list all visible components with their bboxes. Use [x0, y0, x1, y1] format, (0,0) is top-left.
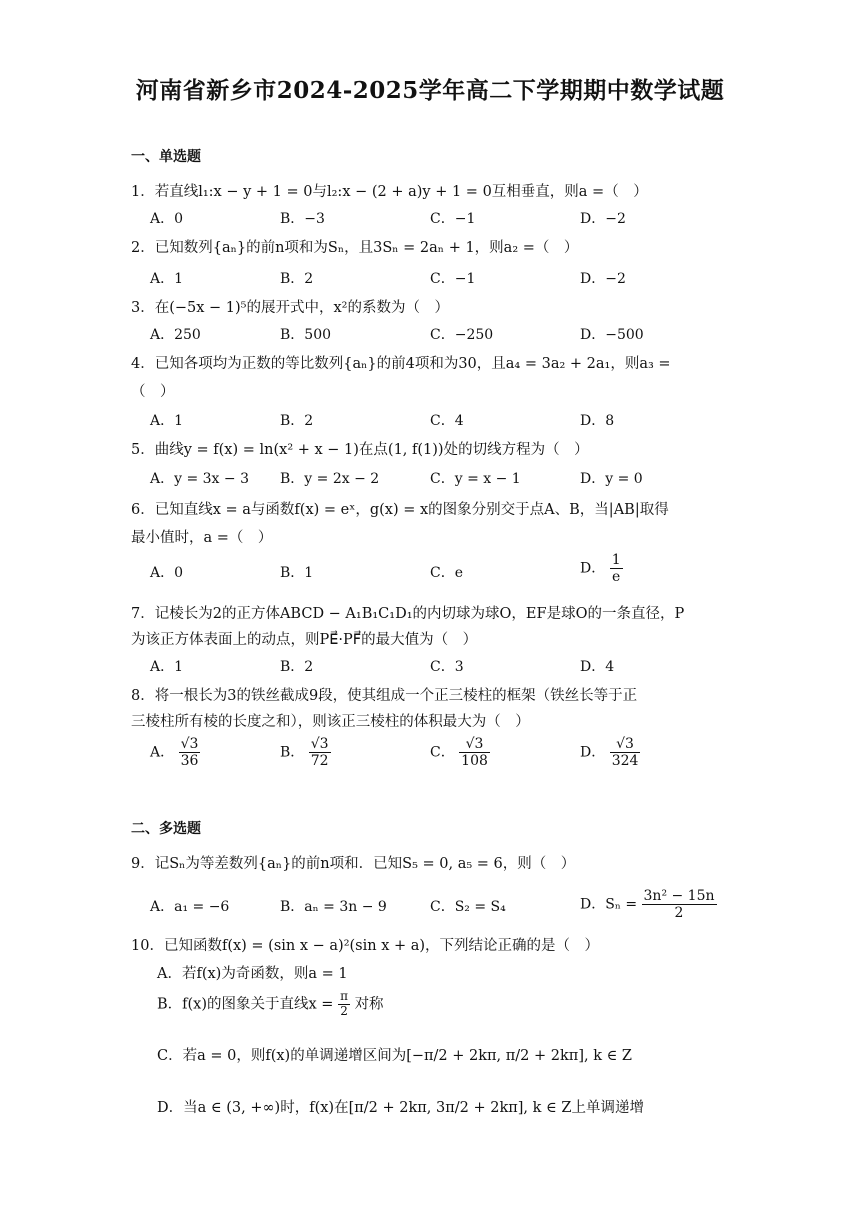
- question-10-option-a: A．若f(x)为奇函数，则a = 1: [157, 966, 348, 982]
- fraction-denominator: 36: [180, 753, 199, 770]
- question-4-option-b: B．2: [280, 413, 314, 429]
- fraction-numerator: √3: [610, 736, 641, 753]
- section-heading-single-choice: 一、单选题: [131, 149, 201, 165]
- fraction-denominator: 324: [611, 753, 639, 770]
- question-4-option-c: C．4: [430, 413, 464, 429]
- question-1-option-d: D．−2: [580, 211, 626, 227]
- option-label: B．: [280, 744, 305, 761]
- fraction-numerator: 3n² − 15n: [643, 888, 715, 904]
- option-fraction: [642, 888, 717, 921]
- question-6-stem: 6．已知直线x = a与函数f(x) = eˣ，g(x) = x的图象分别交于点A、B，当|AB|取得: [131, 502, 669, 518]
- option-fraction: [338, 990, 350, 1019]
- question-6-option-d-label: D．: [580, 560, 606, 577]
- question-2-option-c: C．−1: [430, 271, 476, 287]
- option-text: B．f(x)的图象关于直线x =: [157, 996, 334, 1013]
- question-9-stem: 9．记Sₙ为等差数列{aₙ}的前n项和．已知S₅ = 0, a₅ = 6，则（ ）: [131, 856, 576, 872]
- fraction-denominator: 72: [310, 753, 329, 770]
- option-text: 对称: [354, 996, 384, 1013]
- option-label: D．: [580, 744, 606, 761]
- question-1-stem: 1．若直线l₁:x − y + 1 = 0与l₂:x − (2 + a)y + 1 = 0互相垂直，则a =（ ）: [131, 184, 648, 200]
- question-1-option-b: B．−3: [280, 211, 325, 227]
- question-3-option-d: D．−500: [580, 327, 644, 343]
- option-fraction: [309, 736, 331, 769]
- question-4-stem-continued: （ ）: [131, 384, 175, 400]
- question-5-option-b: B．y = 2x − 2: [280, 471, 380, 487]
- question-5-option-c: C．y = x − 1: [430, 471, 521, 487]
- question-1-options: [150, 208, 790, 232]
- question-3-options: [150, 324, 790, 348]
- fraction-numerator: √3: [459, 736, 490, 753]
- question-4-option-a: A．1: [150, 413, 184, 429]
- question-10-option-b: [157, 990, 384, 1019]
- question-4-options: [150, 410, 790, 434]
- question-6-option-b: B．1: [280, 565, 314, 581]
- option-label: A．: [150, 744, 175, 761]
- question-10-option-d: D．当a ∈ (3, +∞)时，f(x)在[π/2 + 2kπ, 3π/2 + 2kπ], k ∈ Z上单调递增: [157, 1100, 644, 1116]
- question-5-option-d: D．y = 0: [580, 471, 643, 487]
- option-label: C．: [430, 744, 455, 761]
- question-8-option-b: [280, 736, 331, 769]
- question-10-option-c: C．若a = 0，则f(x)的单调递增区间为[−π/2 + 2kπ, π/2 + 2kπ], k ∈ Z: [157, 1048, 633, 1064]
- question-8-stem-continued: 三棱柱所有棱的长度之和），则该正三棱柱的体积最大为（ ）: [131, 714, 530, 730]
- question-7-stem: 7．记棱长为2的正方体ABCD − A₁B₁C₁D₁的内切球为球O，EF是球O的一条直径，P: [131, 606, 685, 622]
- question-6-option-d: [580, 552, 623, 585]
- question-3-option-a: A．250: [150, 327, 201, 343]
- question-2-option-b: B．2: [280, 271, 314, 287]
- question-8-option-a: [150, 736, 200, 769]
- fraction-numerator: √3: [310, 736, 329, 752]
- question-6-option-c: C．e: [430, 565, 463, 581]
- question-7-option-d: D．4: [580, 659, 615, 675]
- question-9-option-c: C．S₂ = S₄: [430, 899, 506, 915]
- question-8-option-d: [580, 736, 640, 769]
- question-2-option-a: A．1: [150, 271, 184, 287]
- question-4-stem: 4．已知各项均为正数的等比数列{aₙ}的前4项和为30，且a₄ = 3a₂ + 2a₁，则a₃ =: [131, 356, 671, 372]
- question-8-option-c: [430, 736, 490, 769]
- question-8-stem: 8．将一根长为3的铁丝截成9段，使其组成一个正三棱柱的框架（铁丝长等于正: [131, 688, 638, 704]
- question-3-stem: 3．在(−5x − 1)⁵的展开式中，x²的系数为（ ）: [131, 300, 449, 316]
- question-5-options: [150, 468, 790, 492]
- question-1-option-a: A．0: [150, 211, 184, 227]
- question-9-options: [150, 888, 790, 928]
- question-8-options: [150, 736, 790, 780]
- question-5-stem: 5．曲线y = f(x) = ln(x² + x − 1)在点(1, f(1))处的切线方程为（ ）: [131, 442, 589, 458]
- option-fraction: [179, 736, 201, 769]
- option-label: D．Sₙ =: [580, 896, 638, 913]
- question-1-option-c: C．−1: [430, 211, 476, 227]
- fraction-numerator: √3: [180, 736, 199, 752]
- question-2-options: [150, 268, 790, 292]
- question-9-option-d: [580, 888, 717, 921]
- question-6-option-d-fraction: [610, 552, 623, 585]
- question-7-options: [150, 656, 790, 680]
- option-fraction: [459, 736, 490, 769]
- question-9-option-a: A．a₁ = −6: [150, 899, 230, 915]
- fraction-numerator: 1: [611, 552, 621, 568]
- fraction-denominator: 108: [461, 753, 488, 770]
- question-10-stem: 10．已知函数f(x) = (sin x − a)²(sin x + a)，下列结论正确的是（ ）: [131, 938, 600, 954]
- question-2-stem: 2．已知数列{aₙ}的前n项和为Sₙ，且3Sₙ = 2aₙ + 1，则a₂ =（ ）: [131, 240, 579, 256]
- question-4-option-d: D．8: [580, 413, 615, 429]
- question-7-option-b: B．2: [280, 659, 314, 675]
- question-9-option-b: B．aₙ = 3n − 9: [280, 899, 387, 915]
- question-3-option-b: B．500: [280, 327, 332, 343]
- fraction-denominator: e: [612, 569, 621, 586]
- question-6-options: [150, 552, 790, 586]
- question-2-option-d: D．−2: [580, 271, 626, 287]
- question-6-option-a: A．0: [150, 565, 184, 581]
- question-7-option-a: A．1: [150, 659, 184, 675]
- question-7-stem-continued: 为该正方体表面上的动点，则PE⃗·PF⃗的最大值为（ ）: [131, 632, 478, 648]
- option-fraction: [610, 736, 641, 769]
- question-5-option-a: A．y = 3x − 3: [150, 471, 249, 487]
- question-7-option-c: C．3: [430, 659, 464, 675]
- question-3-option-c: C．−250: [430, 327, 494, 343]
- fraction-denominator: 2: [340, 1003, 348, 1018]
- page-title: 河南省新乡市2024-2025学年高二下学期期中数学试题: [135, 77, 725, 104]
- question-6-stem-continued: 最小值时，a =（ ）: [131, 530, 273, 546]
- section-heading-multiple-choice: 二、多选题: [131, 821, 201, 837]
- fraction-denominator: 2: [674, 905, 684, 922]
- fraction-numerator: π: [340, 989, 348, 1003]
